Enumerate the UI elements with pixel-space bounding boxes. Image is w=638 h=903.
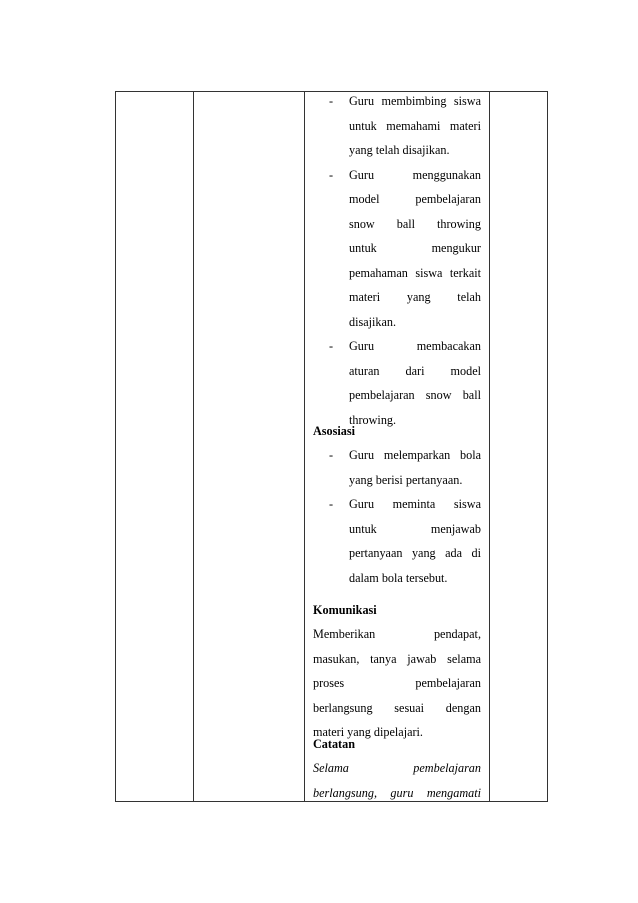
komunikasi-text-line: masukan, tanya jawab selama [313,651,481,666]
bullet-text: throwing. [349,412,397,427]
column-divider-3 [489,91,490,802]
asosiasi-heading: Asosiasi [313,424,355,438]
bullet-text: materi yang telah [349,290,481,304]
komunikasi-text-line: berlangsung sesuai dengan [313,700,481,715]
bullet-text: yang berisi pertanyaan. [349,472,463,487]
bullet-dash: - [329,94,334,108]
bullet-text: Guru melemparkan bola [349,448,481,462]
bullet-dash: - [329,167,334,182]
komunikasi-text-line: Memberikan pendapat, [313,627,481,641]
catatan-text-line: berlangsung, guru mengamati [313,785,481,800]
bullet-text: untuk mengukur [349,241,481,255]
bullet-text: pertanyaan yang ada di [349,546,481,560]
bullet-dash: - [329,448,334,462]
bullet-dash: - [329,497,334,511]
bullet-text: model pembelajaran [349,192,481,206]
bullet-text: Guru membimbing siswa [349,94,481,108]
catatan-heading: Catatan [313,737,355,751]
bullet-text: Guru menggunakan [349,167,481,182]
komunikasi-text-line: proses pembelajaran [313,676,481,690]
bullet-text: Guru meminta siswa [349,497,481,511]
column-divider-2 [304,91,305,802]
bullet-text: Guru membacakan [349,339,481,353]
bullet-text: yang telah disajikan. [349,143,450,157]
bullet-dash: - [329,339,334,353]
komunikasi-heading: Komunikasi [313,603,377,617]
bullet-text: snow ball throwing [349,216,481,231]
bullet-text: untuk memahami materi [349,118,481,133]
bullet-text: pemahaman siswa terkait [349,265,481,280]
bullet-text: untuk menjawab [349,521,481,536]
catatan-text-line: Selama pembelajaran [313,761,481,775]
bullet-text: disajikan. [349,314,397,329]
komunikasi-text-line: materi yang dipelajari. [313,725,423,739]
bullet-text: aturan dari model [349,363,481,378]
bullet-text: pembelajaran snow ball [349,388,481,402]
column-divider-1 [193,91,194,802]
bullet-text: dalam bola tersebut. [349,570,448,585]
